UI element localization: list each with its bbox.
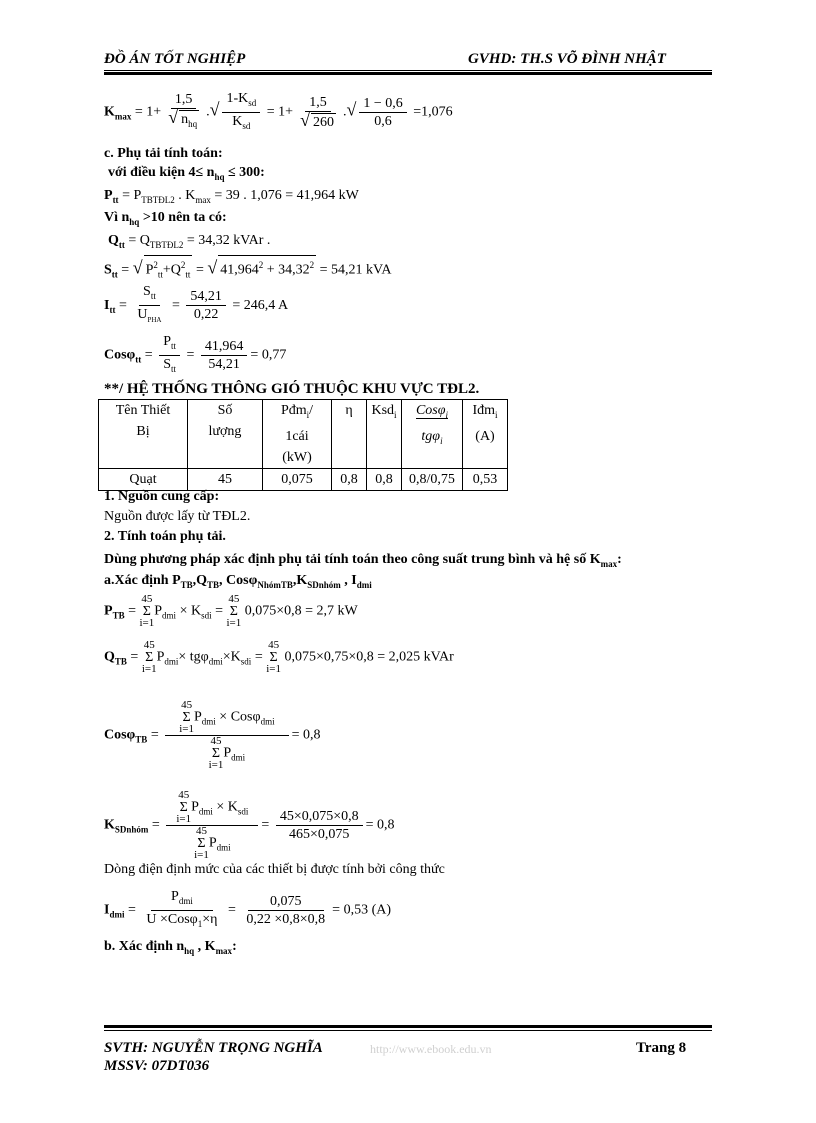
th-eta-1: η <box>345 403 353 418</box>
qtb-mul2: ×K <box>222 649 241 665</box>
th-eta <box>332 400 367 469</box>
th-cos-2: tgφ <box>421 428 441 444</box>
kmax-eq1: = 1+ <box>131 104 162 120</box>
ksd-sum2: 45 Σ i=1 <box>194 825 209 861</box>
th-idm-1: Iđm <box>472 403 496 418</box>
ksd-line: $K_{SDnhóm}$ = 45 Σ i=1 $P_{dmi} \times K_{sdi}$ 45 Σ i=1 $P_{dmi}$ = $\frac{45\times 0,075\times 0,8}{465\times 0,075}$ = 0,8 <box>104 789 395 861</box>
idm-sub: dmi <box>109 909 125 920</box>
ptt-line <box>104 187 359 209</box>
itt-result: = 246,4 A <box>228 298 289 314</box>
a-s1: TB <box>180 579 193 590</box>
s2-sub: max <box>600 558 618 569</box>
a-m2: , Cosφ <box>219 573 258 588</box>
stt-sup3: 2 <box>258 260 264 270</box>
qtb-sum2: 45 Σ i=1 <box>266 639 281 675</box>
ptt-text2: . K <box>174 188 196 203</box>
ptb-n2: 45 <box>228 593 240 605</box>
ptb-text: 0,075×0,8 = 2,7 kW <box>244 603 358 619</box>
ksd-sum1: 45 Σ i=1 <box>176 789 192 825</box>
device-table <box>98 399 508 491</box>
costb-result: = 0,8 <box>291 727 321 743</box>
kmax-nhq-sub: hq <box>188 119 198 130</box>
qtb-mul: × tgφ <box>178 649 209 665</box>
itt-num-sub: tt <box>150 290 156 301</box>
stt-tt1: tt <box>157 269 163 280</box>
qtb-n1: 45 <box>143 639 155 651</box>
ksd-sub: SDnhóm <box>114 824 149 835</box>
cell-eta: 0,8 <box>332 468 367 490</box>
ksd-result: = 0,8 <box>365 817 395 833</box>
th-idm-2: (A) <box>475 428 495 444</box>
ksd-i1: i=1 <box>176 813 192 825</box>
idm-line: $I_{dmi}$ = $\frac{P_{dmi}}{U \times Cos\varphi_1\times\eta}$ = $\frac{0,075}{0,22 \times 0,8\times 0,8}$ = 0,53 (A) <box>104 888 391 933</box>
qtb-eq: = <box>251 649 267 665</box>
stt-p: P <box>145 262 154 278</box>
ptt-sub3: max <box>195 194 211 205</box>
costb-i1: i=1 <box>179 723 194 735</box>
condition-line <box>108 164 265 186</box>
cos-result: = 0,77 <box>250 347 287 363</box>
qtb-label: Q <box>104 649 115 665</box>
kmax-nhq: n <box>181 112 189 128</box>
stt-tt2: tt <box>185 269 191 280</box>
costb-n1: 45 <box>181 699 193 711</box>
b-title <box>104 938 237 960</box>
qtt-line <box>108 232 270 254</box>
cell-qty: 45 <box>188 468 263 490</box>
b-pre: b. Xác định n <box>104 939 185 954</box>
th-qty-1: Số <box>217 403 233 418</box>
ptb-sub: TB <box>112 610 125 621</box>
th-pdm: Pđm$_i$/ 1cái (kW) <box>263 400 332 469</box>
qtb-mul-sub: dmi <box>208 656 223 667</box>
footer-rule-thin <box>104 1030 712 1031</box>
kmax-num: 1,5 <box>171 91 197 109</box>
qtb-line: $Q_{TB}$ = 45 Σ i=1 $P_{dmi}\times tg\varphi_{dmi}\times K_{sdi}$ = 45 Σ i=1 0,075×0,75×0,8 = 2,025 kVAr <box>104 639 454 675</box>
cos-num: P <box>163 334 171 349</box>
stt-sqrt2: 41,964 <box>220 262 259 278</box>
ksd-term2: P <box>208 835 217 851</box>
ksd-i2: i=1 <box>194 849 209 861</box>
s1-title: 1. Nguồn cung cấp: <box>104 489 220 504</box>
cos-label: Cosφ <box>104 347 136 363</box>
kmax-den3: 0,6 <box>374 113 392 129</box>
idm-text: Dòng điện định mức của các thiết bị được tính bởi công thức <box>104 862 445 877</box>
itt-den: U <box>137 306 148 322</box>
s2-text <box>104 551 622 573</box>
idm-den-sub: 1 <box>197 918 203 929</box>
section-c-title: c. Phụ tải tính toán: <box>104 146 223 161</box>
a-m3: ,K <box>292 573 308 588</box>
cos-frac1 <box>159 333 180 378</box>
kmax-frac1 <box>164 91 203 133</box>
cond-sub: hq <box>214 171 225 182</box>
header-rule-thick <box>104 72 712 75</box>
table-row <box>99 468 508 490</box>
kmax-label: K <box>104 104 115 120</box>
stt-eq: = <box>117 262 133 278</box>
cos-frac2 <box>201 338 248 373</box>
costb-n2: 45 <box>210 735 222 747</box>
itt-frac2 <box>186 288 226 323</box>
cos-den2: 54,21 <box>208 356 240 372</box>
ptb-line: $P_{TB}$ = 45 Σ i=1 $P_{dmi} \times K_{sdi}$ = 45 Σ i=1 0,075×0,8 = 2,7 kW <box>104 593 358 629</box>
ksd-num2: 45×0,075×0,8 <box>276 808 363 826</box>
cell-pdm: 0,075 <box>263 468 332 490</box>
th-pdm-3: (kW) <box>282 449 312 465</box>
costb-sum2: 45 Σ i=1 <box>208 735 224 771</box>
stt-line: $S_{tt}$ = √ $P^2_{tt}+Q^2_{tt}$ = √ $41,964^2 + 34,32^2 = 54,21$ kVA <box>104 255 391 283</box>
qtb-sum1: 45 Σ i=1 <box>141 639 157 675</box>
stt-plus: + 34,32 <box>263 262 310 278</box>
th-qty <box>188 400 263 469</box>
kmax-result: =1,076 <box>413 104 453 120</box>
costb-mul-sub: dmi <box>260 716 275 727</box>
qtb-i2: i=1 <box>266 663 281 675</box>
stt-q: +Q <box>162 262 181 278</box>
qtt-label: Q <box>108 233 119 248</box>
a-s3: NhómTB <box>257 579 293 590</box>
ptb-i1: i=1 <box>139 617 155 629</box>
cos-sub: tt <box>135 354 142 365</box>
kmax-num2: 1,5 <box>305 94 331 112</box>
qtb-mul2-sub: sdi <box>240 656 252 667</box>
footer-mssv: MSSV: 07DT036 <box>104 1058 210 1074</box>
stt-label: S <box>104 262 112 278</box>
kmax-frac2 <box>222 90 260 135</box>
idm-den3: 0,22 ×0,8×0,8 <box>246 911 326 927</box>
ksd-n1: 45 <box>178 789 190 801</box>
costb-i2: i=1 <box>208 759 224 771</box>
qtt-sub2: TBTĐL2 <box>149 239 184 250</box>
itt-frac1 <box>133 283 165 329</box>
ksd-mul: × K <box>212 799 238 815</box>
table-header-row <box>99 400 508 469</box>
ptt-sub: tt <box>112 194 119 205</box>
qtb-n2: 45 <box>268 639 280 651</box>
kmax-sub: max <box>114 111 132 122</box>
s1-text: Nguồn được lấy từ TĐL2. <box>104 509 251 524</box>
ptb-term: P <box>154 603 163 619</box>
cell-ksd: 0,8 <box>367 468 402 490</box>
th-qty-2: lượng <box>208 424 242 439</box>
ptb-label: P <box>104 603 113 619</box>
qtb-term-sub: dmi <box>164 656 179 667</box>
kmax-ksd-num: 1-K <box>226 91 249 106</box>
itt-den2: 0,22 <box>193 307 219 323</box>
itt-sub: tt <box>109 304 116 315</box>
costb-term: P <box>193 709 202 725</box>
ptt-text3: = 39 . 1,076 = 41,964 kW <box>210 188 359 203</box>
ksd-frac2 <box>276 808 363 843</box>
th-ksd-1: Ksd <box>371 403 395 418</box>
th-idm: Iđm$_i$ (A) <box>463 400 508 469</box>
costb-term-sub: dmi <box>201 716 216 727</box>
costb-label: Cosφ <box>104 727 136 743</box>
cos-num2: 41,964 <box>201 338 248 356</box>
b-s2: max <box>215 945 233 956</box>
cell-idm: 0,53 <box>463 468 508 490</box>
ksd-term: P <box>191 799 199 815</box>
itt-den-sub: PHA <box>147 315 162 324</box>
stt-result: = 54,21 kVA <box>316 262 392 278</box>
ptb-n1: 45 <box>141 593 153 605</box>
qtt-text: = Q <box>124 233 150 248</box>
costb-line: Cosφ$_{TB}$ = 45 Σ i=1 $P_{dmi} \times Cos\varphi_{dmi}$ 45 Σ i=1 $P_{dmi}$ = 0,8 <box>104 699 321 771</box>
a-title <box>104 572 372 594</box>
costb-sub: TB <box>135 734 148 745</box>
th-name-1: Tên Thiết <box>115 403 171 418</box>
ptt-text: = P <box>118 188 142 203</box>
idm-num2: 0,075 <box>248 893 324 911</box>
s2-post: : <box>617 552 622 567</box>
idm-result: = 0,53 (A) <box>332 902 392 918</box>
kmax-ksd-den: K <box>232 113 243 129</box>
qtt-sub: tt <box>118 239 125 250</box>
a-m4: , I <box>340 573 357 588</box>
costb-term2: P <box>223 745 232 761</box>
idm-frac1 <box>142 888 221 933</box>
cell-name: Quạt <box>99 468 188 490</box>
kmax-eq2: = 1+ <box>263 104 294 120</box>
costb-mul: × Cosφ <box>215 709 261 725</box>
qtb-text: 0,075×0,75×0,8 = 2,025 kVAr <box>284 649 454 665</box>
kmax-formula: $K_{max} = 1+$ $\frac{1,5}{√ n_{hq}}$ .√ $\frac{1-K_{sd}}{K_{sd}}$ = 1+ $\frac{1,5}{√ 260}$ .√ $\frac{1 - 0,6}{0,6}$ =1,076 <box>104 90 453 135</box>
cond-post: ≤ 300: <box>224 165 265 180</box>
th-pdm-1: Pđm <box>280 403 307 418</box>
s2-pre: Dùng phương pháp xác định phụ tải tính toán theo công suất trung bình và hệ số K <box>104 552 601 567</box>
ksd-mul-sub: sdi <box>237 806 249 817</box>
stt-sup1: 2 <box>153 260 158 270</box>
header-right: GVHD: TH.S VÕ ĐÌNH NHẬT <box>468 51 666 67</box>
kmax-sd1: sd <box>248 97 257 108</box>
stt-eq2: = <box>192 262 208 278</box>
kmax-num3: 1 − 0,6 <box>359 95 406 113</box>
kmax-frac3: $\frac{1,5}{√ 260}$ <box>300 94 334 130</box>
cell-cos: 0,8/0,75 <box>402 468 463 490</box>
kmax-sd2: sd <box>242 120 251 131</box>
ksd-term-sub: dmi <box>198 806 213 817</box>
b-m1: , K <box>194 939 216 954</box>
vinhq-line <box>104 209 227 231</box>
vinhq-pre: Vì n <box>104 210 130 225</box>
header-left: ĐỒ ÁN TỐT NGHIỆP <box>104 51 246 67</box>
ksd-frac1 <box>166 790 258 861</box>
idm-den2: ×η <box>202 911 218 927</box>
cos-line: Cosφ$_{tt}$ = $\frac{P_{tt}}{S_{tt}}$ = $\frac{41,964}{54,21}$ = 0,77 <box>104 333 286 378</box>
a-s5: dmi <box>356 579 372 590</box>
b-s1: hq <box>184 945 195 956</box>
vinhq-sub: hq <box>129 216 140 227</box>
idm-num-sub: dmi <box>178 895 193 906</box>
ptt-label: P <box>104 188 113 203</box>
ptb-mul-sub: sdi <box>201 610 212 621</box>
stt-sup4: 2 <box>309 260 315 270</box>
idm-num: P <box>171 889 179 904</box>
cond-pre: với điều kiện 4≤ n <box>108 165 215 180</box>
th-cos-1: Cosφ <box>415 403 446 418</box>
b-post: : <box>232 939 237 954</box>
qtt-text2: = 34,32 kVAr . <box>183 233 271 248</box>
th-pdm-2: 1cái <box>285 428 309 444</box>
kmax-den2: 260 <box>312 114 334 130</box>
itt-line: $I_{tt}$ = $\frac{S_{tt}}{U_{PHA}}$ = $\frac{54,21}{0,22}$ = 246,4 A <box>104 283 288 329</box>
ptb-eq: = <box>211 603 227 619</box>
a-s2: TB <box>207 579 220 590</box>
th-ksd: Ksd$_i$ <box>367 400 402 469</box>
ptb-sum1: 45 Σ i=1 <box>139 593 155 629</box>
idm-frac2 <box>242 893 329 928</box>
th-name <box>99 400 188 469</box>
ptb-i2: i=1 <box>226 617 242 629</box>
a-m1: ,Q <box>192 573 208 588</box>
qtb-sub: TB <box>114 656 127 667</box>
footer-name: SVTH: NGUYỄN TRỌNG NGHĨA <box>104 1040 323 1056</box>
qtb-i1: i=1 <box>141 663 157 675</box>
footer-watermark[interactable]: http://www.ebook.edu.vn <box>370 1042 492 1056</box>
a-s4: SDnhóm <box>307 579 341 590</box>
s2-title: 2. Tính toán phụ tải. <box>104 529 226 544</box>
costb-term-sub2: dmi <box>231 752 246 763</box>
ksd-term-sub2: dmi <box>216 842 231 853</box>
footer-page: Trang 8 <box>636 1040 687 1056</box>
ksd-label: K <box>104 817 115 833</box>
ptb-term-sub: dmi <box>162 610 177 621</box>
kmax-den: √ $n_{hq}$ <box>164 109 203 133</box>
cos-den: S <box>163 356 171 372</box>
idm-den: U ×Cosφ <box>146 911 198 927</box>
ksd-n2: 45 <box>195 825 207 837</box>
footer-rule-thick <box>104 1025 712 1028</box>
qtb-term: P <box>156 649 165 665</box>
kmax-frac4 <box>359 95 406 130</box>
cos-den-sub: tt <box>171 363 177 374</box>
ptt-sub2: TBTĐL2 <box>141 194 175 205</box>
header-rule-thin <box>104 70 712 71</box>
th-cos: Cosφ$_i$ tgφ$_i$ <box>402 400 463 469</box>
ptb-sum2: 45 Σ i=1 <box>226 593 242 629</box>
vinhq-post: >10 nên ta có: <box>139 210 227 225</box>
costb-sum1: 45 Σ i=1 <box>179 699 194 735</box>
a-pre: a.Xác định P <box>104 573 181 588</box>
th-name-2: Bị <box>136 424 150 439</box>
stt-sub: tt <box>111 269 118 280</box>
itt-label: I <box>104 298 110 314</box>
ptb-mul: × K <box>176 603 202 619</box>
ksd-den2: 465×0,075 <box>289 827 350 842</box>
itt-num2: 54,21 <box>186 288 226 306</box>
system-title: **/ HỆ THỐNG THÔNG GIÓ THUỘC KHU VỰC TĐL2. <box>104 381 480 397</box>
idm-label: I <box>104 902 110 918</box>
stt-sup2: 2 <box>180 260 186 270</box>
cos-num-sub: tt <box>171 340 177 351</box>
costb-frac <box>165 700 288 771</box>
itt-num: S <box>143 284 151 299</box>
